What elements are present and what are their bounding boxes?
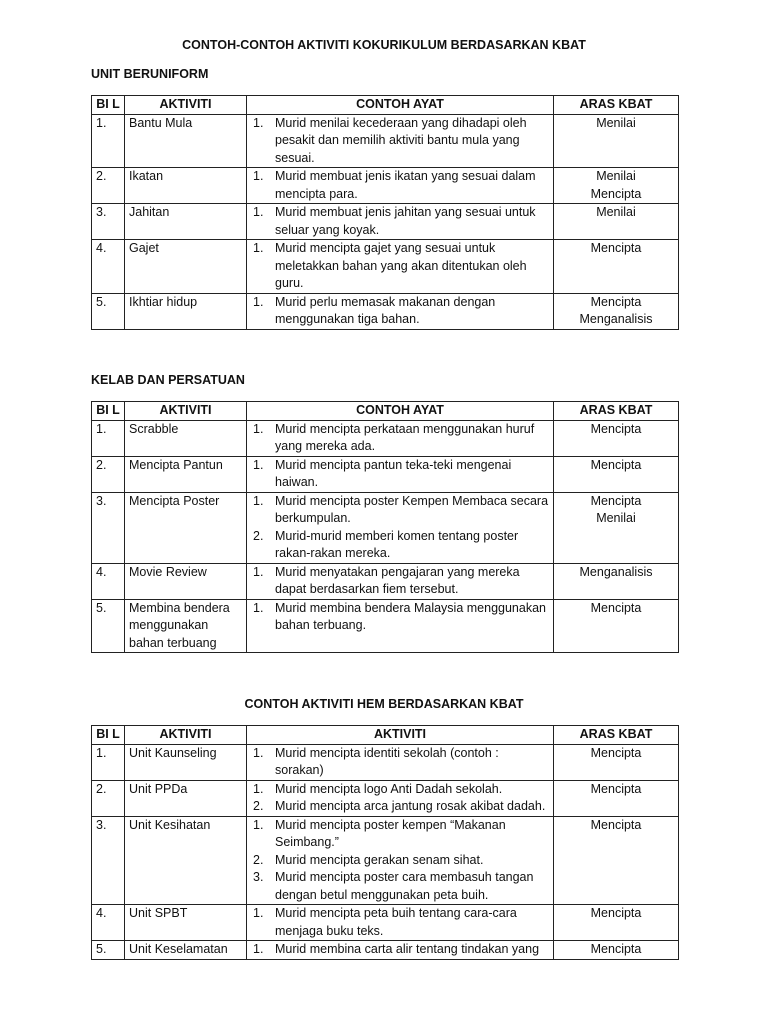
item-number: 1.	[253, 205, 264, 219]
item-text: Murid mencipta logo Anti Dadah sekolah.	[275, 781, 503, 796]
item-number: 1.	[253, 817, 264, 832]
cell-aktiviti: Mencipta Pantun	[125, 456, 247, 492]
cell-bil: 1.	[92, 114, 125, 168]
cell-contoh-ayat	[247, 941, 554, 960]
header-bil: BI L	[92, 96, 125, 115]
cell-bil: 5.	[92, 941, 125, 960]
item-number: 1.	[253, 457, 264, 472]
cell-aras-kbat	[554, 240, 679, 294]
cell-aktiviti: Mencipta Poster	[125, 492, 247, 563]
cell-contoh-ayat	[247, 599, 554, 653]
cell-bil: 2.	[92, 168, 125, 204]
aras-level: Mencipta	[590, 421, 642, 436]
table-row	[92, 905, 679, 941]
numbered-item	[251, 905, 549, 940]
table-kelab-persatuan	[91, 401, 679, 653]
aras-level: Menilai	[596, 511, 636, 525]
cell-bil: 4.	[92, 563, 125, 599]
item-number: 1.	[253, 564, 264, 579]
numbered-item	[251, 528, 549, 563]
numbered-item	[251, 168, 549, 203]
item-text: Murid mencipta poster cara membasuh tangan dengan betul menggunakan peta buih.	[275, 870, 534, 902]
item-number: 1.	[253, 906, 264, 920]
aras-level: Menilai	[596, 169, 636, 183]
numbered-item	[251, 421, 549, 456]
cell-contoh-ayat	[247, 456, 554, 492]
cell-contoh-ayat	[247, 816, 554, 905]
item-text: Murid mencipta gajet yang sesuai untuk meletakkan bahan yang akan ditentukan oleh guru.	[275, 241, 527, 290]
cell-contoh-ayat	[247, 293, 554, 329]
numbered-item	[251, 941, 549, 959]
cell-aras-kbat	[554, 204, 679, 240]
table-hem	[91, 725, 679, 960]
table-row	[92, 293, 679, 329]
aras-level: Menilai	[596, 205, 636, 219]
table-header-row	[92, 96, 679, 115]
cell-aras-kbat	[554, 563, 679, 599]
section-title-beruniform: UNIT BERUNIFORM	[91, 67, 209, 81]
aras-level: Mencipta	[590, 781, 642, 796]
item-number: 1.	[253, 942, 264, 956]
document-title: CONTOH-CONTOH AKTIVITI KOKURIKULUM BERDASARKAN KBAT	[182, 38, 586, 52]
item-text: Murid mencipta poster Kempen Membaca secara berkumpulan.	[275, 493, 549, 525]
item-number: 2.	[253, 852, 264, 867]
cell-bil: 1.	[92, 744, 125, 780]
header-aktiviti: AKTIVITI	[125, 96, 247, 115]
cell-contoh-ayat	[247, 420, 554, 456]
cell-contoh-ayat	[247, 168, 554, 204]
table-row	[92, 240, 679, 294]
item-text: Murid mencipta perkataan menggunakan huruf yang mereka ada.	[275, 421, 535, 453]
numbered-item	[251, 798, 549, 816]
cell-aras-kbat	[554, 420, 679, 456]
cell-aktiviti: Gajet	[125, 240, 247, 294]
cell-aras-kbat	[554, 168, 679, 204]
cell-bil: 3.	[92, 492, 125, 563]
header-aras-kbat: ARAS KBAT	[554, 402, 679, 421]
item-number: 1.	[253, 169, 264, 183]
cell-aras-kbat	[554, 816, 679, 905]
table-row	[92, 456, 679, 492]
item-text: Murid mencipta identiti sekolah (contoh : sorakan)	[275, 745, 499, 777]
aras-level: Mencipta	[590, 186, 642, 201]
table-row	[92, 599, 679, 653]
table-row	[92, 420, 679, 456]
item-text: Murid mencipta poster kempen “Makanan Seimbang.”	[275, 817, 506, 849]
item-number: 1.	[253, 493, 264, 508]
header-aras-kbat: ARAS KBAT	[554, 726, 679, 745]
item-number: 2.	[253, 799, 264, 813]
aras-level: Mencipta	[590, 745, 642, 760]
cell-aktiviti: Scrabble	[125, 420, 247, 456]
item-number: 1.	[253, 421, 264, 436]
cell-contoh-ayat	[247, 780, 554, 816]
numbered-item	[251, 745, 549, 780]
cell-bil: 1.	[92, 420, 125, 456]
item-number: 1.	[253, 600, 264, 615]
cell-aktiviti: Bantu Mula	[125, 114, 247, 168]
cell-aras-kbat	[554, 599, 679, 653]
table-header-row	[92, 402, 679, 421]
table-row	[92, 780, 679, 816]
numbered-item	[251, 564, 549, 599]
cell-bil: 2.	[92, 456, 125, 492]
item-text: Murid membina bendera Malaysia menggunakan bahan terbuang.	[275, 600, 546, 632]
item-number: 1.	[253, 294, 264, 309]
item-text: Murid perlu memasak makanan dengan menggunakan tiga bahan.	[275, 294, 496, 326]
table-row	[92, 816, 679, 905]
table-row	[92, 744, 679, 780]
section-title-kelab: KELAB DAN PERSATUAN	[91, 373, 245, 387]
cell-aktiviti: Movie Review	[125, 563, 247, 599]
numbered-item	[251, 869, 549, 904]
item-number: 2.	[253, 528, 264, 543]
cell-bil: 5.	[92, 599, 125, 653]
item-number: 1.	[253, 745, 264, 760]
item-text: Murid mencipta pantun teka-teki mengenai haiwan.	[275, 457, 512, 489]
cell-aras-kbat	[554, 780, 679, 816]
table-row	[92, 492, 679, 563]
cell-aktiviti: Ikhtiar hidup	[125, 293, 247, 329]
item-text: Murid menilai kecederaan yang dihadapi oleh pesakit dan memilih aktiviti bantu mula yang sesuai.	[275, 115, 527, 165]
table-body	[92, 420, 679, 653]
item-text: Murid mencipta gerakan senam sihat.	[275, 852, 484, 867]
header-bil: BI L	[92, 726, 125, 745]
header-aras-kbat: ARAS KBAT	[554, 96, 679, 115]
item-text: Murid membuat jenis jahitan yang sesuai untuk seluar yang koyak.	[275, 205, 536, 237]
item-text: Murid mencipta peta buih tentang cara-cara menjaga buku teks.	[275, 906, 517, 938]
section-title-hem: CONTOH AKTIVITI HEM BERDASARKAN KBAT	[244, 697, 524, 711]
table-row	[92, 941, 679, 960]
item-text: Murid membina carta alir tentang tindakan yang	[275, 942, 540, 956]
cell-aktiviti: Ikatan	[125, 168, 247, 204]
cell-aras-kbat	[554, 293, 679, 329]
aras-level: Mencipta	[590, 294, 642, 309]
item-text: Murid mencipta arca jantung rosak akibat dadah.	[275, 799, 546, 813]
item-number: 1.	[253, 781, 264, 796]
cell-aktiviti: Membina bendera menggunakan bahan terbuang	[125, 599, 247, 653]
numbered-item	[251, 115, 549, 168]
cell-aras-kbat	[554, 905, 679, 941]
header-bil: BI L	[92, 402, 125, 421]
cell-aktiviti: Unit SPBT	[125, 905, 247, 941]
numbered-item	[251, 240, 549, 293]
numbered-item	[251, 600, 549, 635]
cell-bil: 3.	[92, 816, 125, 905]
numbered-item	[251, 457, 549, 492]
item-text: Murid membuat jenis ikatan yang sesuai dalam mencipta para.	[275, 169, 536, 201]
cell-contoh-ayat	[247, 114, 554, 168]
cell-aras-kbat	[554, 114, 679, 168]
cell-aras-kbat	[554, 744, 679, 780]
cell-aras-kbat	[554, 456, 679, 492]
cell-contoh-ayat	[247, 744, 554, 780]
cell-aktiviti: Unit Kaunseling	[125, 744, 247, 780]
cell-bil: 5.	[92, 293, 125, 329]
item-number: 3.	[253, 870, 264, 884]
aras-level: Mencipta	[590, 457, 642, 472]
aras-level: Menilai	[596, 115, 636, 130]
cell-bil: 4.	[92, 240, 125, 294]
table-body	[92, 744, 679, 959]
cell-aktiviti: Unit PPDa	[125, 780, 247, 816]
table-row	[92, 114, 679, 168]
cell-aktiviti: Unit Kesihatan	[125, 816, 247, 905]
header-contoh-ayat: CONTOH AYAT	[247, 402, 554, 421]
table-row	[92, 563, 679, 599]
numbered-item	[251, 817, 549, 852]
cell-contoh-ayat	[247, 204, 554, 240]
cell-aras-kbat	[554, 492, 679, 563]
item-text: Murid menyatakan pengajaran yang mereka dapat berdasarkan fiem tersebut.	[275, 564, 520, 596]
item-number: 1.	[253, 241, 264, 255]
aras-level: Menganalisis	[579, 312, 653, 326]
cell-contoh-ayat	[247, 563, 554, 599]
numbered-item	[251, 294, 549, 329]
cell-bil: 2.	[92, 780, 125, 816]
cell-bil: 3.	[92, 204, 125, 240]
numbered-item	[251, 493, 549, 528]
table-row	[92, 204, 679, 240]
header-aktiviti-detail: AKTIVITI	[247, 726, 554, 745]
aras-level: Mencipta	[590, 493, 642, 508]
aras-level: Menganalisis	[579, 564, 653, 579]
aras-level: Mencipta	[590, 906, 642, 920]
table-body	[92, 114, 679, 329]
aras-level: Mencipta	[590, 600, 642, 615]
item-text: Murid-murid memberi komen tentang poster rakan-rakan mereka.	[275, 528, 519, 560]
cell-aktiviti: Unit Keselamatan	[125, 941, 247, 960]
cell-contoh-ayat	[247, 905, 554, 941]
cell-contoh-ayat	[247, 240, 554, 294]
numbered-item	[251, 204, 549, 239]
table-beruniform	[91, 95, 679, 330]
table-row	[92, 168, 679, 204]
numbered-item	[251, 781, 549, 799]
cell-contoh-ayat	[247, 492, 554, 563]
cell-aktiviti: Jahitan	[125, 204, 247, 240]
aras-level: Mencipta	[590, 942, 642, 956]
table-header-row	[92, 726, 679, 745]
header-aktiviti: AKTIVITI	[125, 402, 247, 421]
item-number: 1.	[253, 115, 264, 130]
header-contoh-ayat: CONTOH AYAT	[247, 96, 554, 115]
aras-level: Mencipta	[590, 241, 642, 255]
header-aktiviti: AKTIVITI	[125, 726, 247, 745]
cell-bil: 4.	[92, 905, 125, 941]
numbered-item	[251, 852, 549, 870]
cell-aras-kbat	[554, 941, 679, 960]
aras-level: Mencipta	[590, 817, 642, 832]
